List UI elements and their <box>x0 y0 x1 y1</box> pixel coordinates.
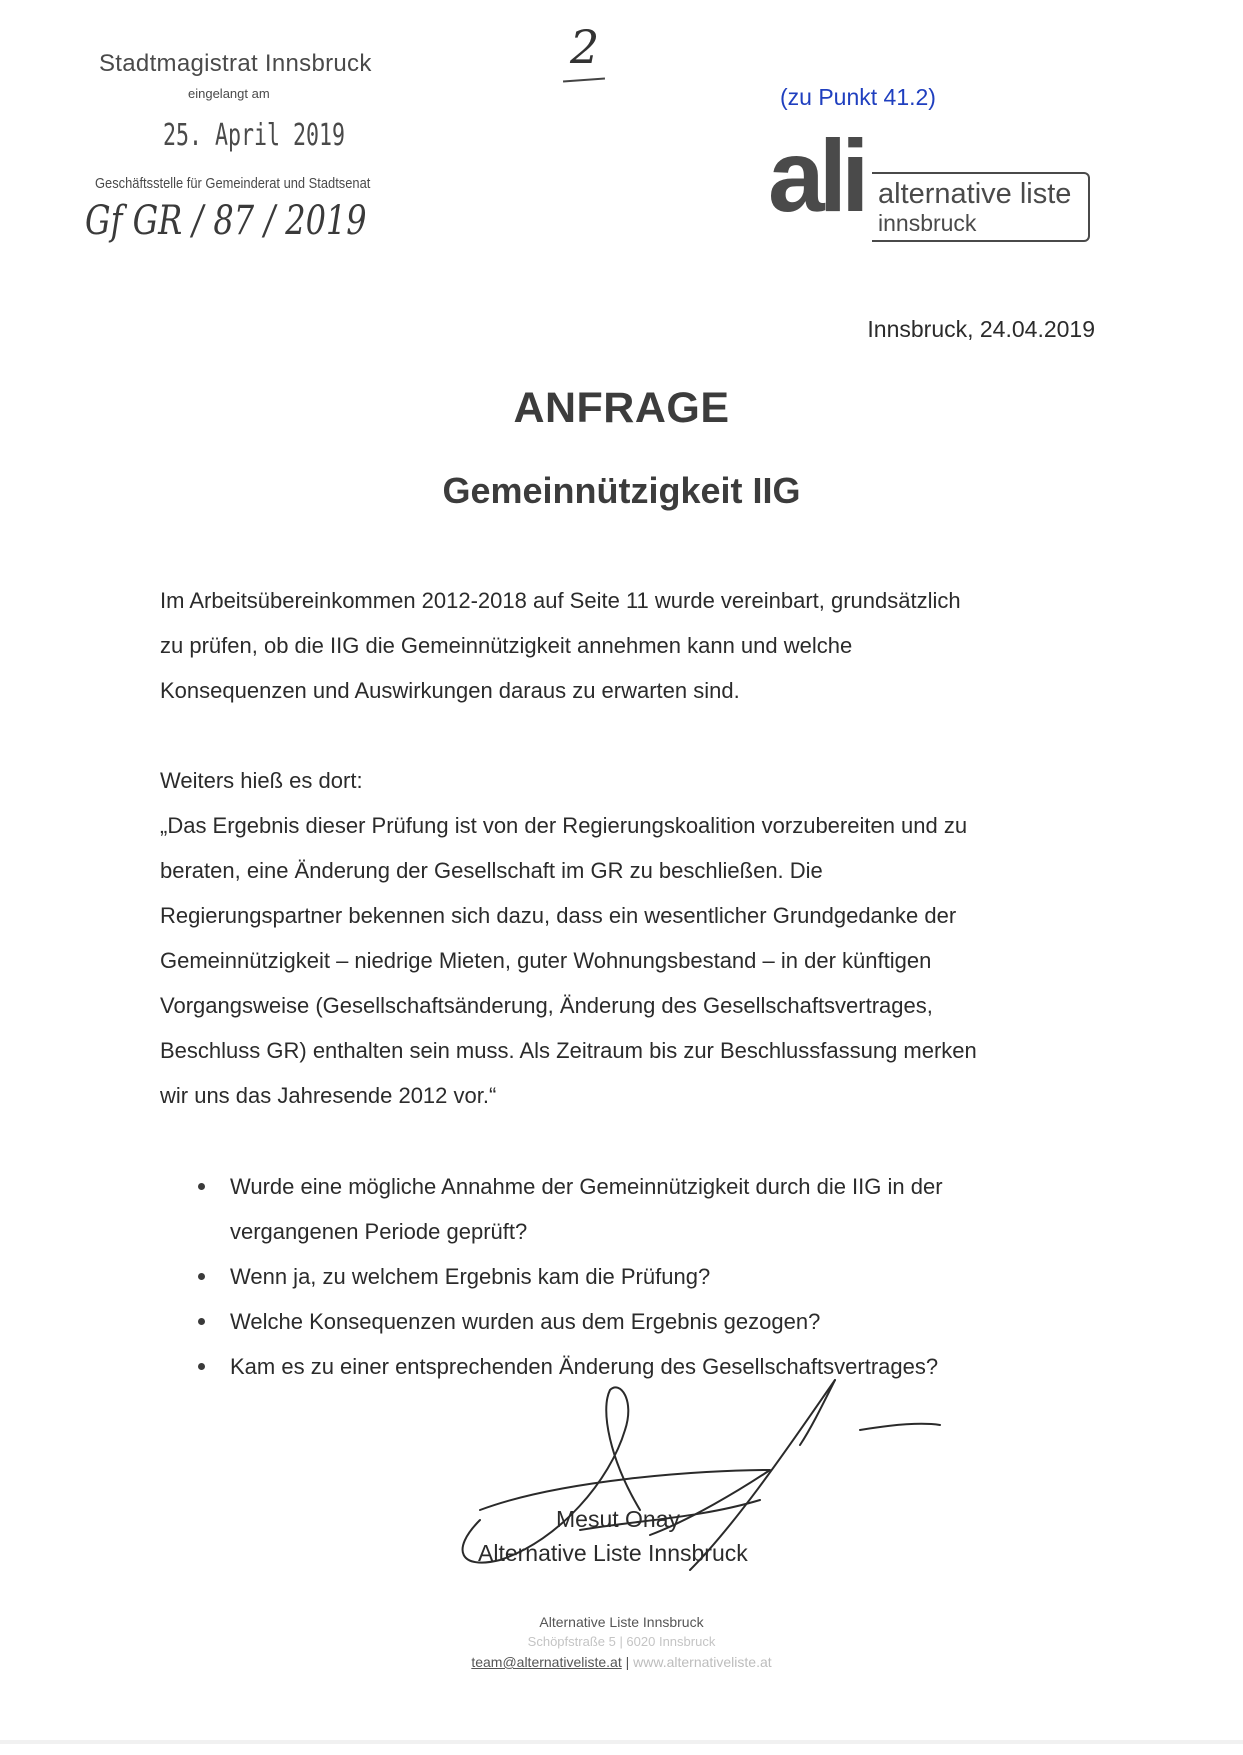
footer <box>0 1612 1243 1672</box>
paragraph-intro <box>160 578 1090 713</box>
text-line: Weiters hieß es dort: <box>160 768 363 793</box>
logo-line2: innsbruck <box>878 210 977 236</box>
handwritten-underline <box>563 78 605 83</box>
footer-email-link[interactable]: team@alternativeliste.at <box>471 1654 622 1670</box>
question-line: Wenn ja, zu welchem Ergebnis kam die Prüfung? <box>230 1264 711 1289</box>
text-line: Vorgangsweise (Gesellschaftsänderung, Änderung des Gesellschaftsvertrages, <box>160 993 933 1018</box>
stamp-date: 25. April 2019 <box>163 118 346 153</box>
agenda-reference: (zu Punkt 41.2) <box>780 84 936 110</box>
text-line: Konsequenzen und Auswirkungen daraus zu erwarten sind. <box>160 678 740 703</box>
footer-separator: | <box>621 1654 634 1670</box>
scan-edge <box>0 1740 1243 1744</box>
question-item <box>196 1164 1096 1254</box>
logo-mark: ali <box>768 119 864 233</box>
text-line: Gemeinnützigkeit – niedrige Mieten, guter Wohnungsbestand – in der künftigen <box>160 948 932 973</box>
text-line: beraten, eine Änderung der Gesellschaft im GR zu beschließen. Die <box>160 858 823 883</box>
logo-line1: alternative liste <box>878 178 1072 210</box>
stamp-department: Geschäftsstelle für Gemeinderat und Stadtsenat <box>95 175 371 192</box>
footer-organization: Alternative Liste Innsbruck <box>539 1614 704 1630</box>
place-date: Innsbruck, 24.04.2019 <box>867 316 1095 342</box>
text-line: „Das Ergebnis dieser Prüfung ist von der Regierungskoalition vorzubereiten und zu <box>160 813 968 838</box>
question-line: Wurde eine mögliche Annahme der Gemeinnützigkeit durch die IIG in der <box>230 1174 943 1199</box>
paragraph-quote <box>160 758 1090 1118</box>
question-line: Kam es zu einer entsprechenden Änderung des Gesellschaftsvertrages? <box>230 1354 939 1379</box>
text-line: Beschluss GR) enthalten sein muss. Als Zeitraum bis zur Beschlussfassung merken <box>160 1038 977 1063</box>
stamp-handwritten-reference: Gf GR / 87 / 2019 <box>85 198 367 244</box>
text-line: Im Arbeitsübereinkommen 2012-2018 auf Seite 11 wurde vereinbart, grundsätzlich <box>160 588 961 613</box>
document-title: Gemeinnützigkeit IIG <box>442 470 801 511</box>
text-line: zu prüfen, ob die IIG die Gemeinnützigkeit annehmen kann und welche <box>160 633 853 658</box>
footer-contact <box>0 1652 1243 1672</box>
question-line: Welche Konsequenzen wurden aus dem Ergebnis gezogen? <box>230 1309 821 1334</box>
question-item <box>196 1254 1096 1299</box>
questions-list <box>196 1164 1096 1389</box>
text-line: Regierungspartner bekennen sich dazu, dass ein wesentlicher Grundgedanke der <box>160 903 957 928</box>
question-item <box>196 1299 1096 1344</box>
footer-address: Schöpfstraße 5 | 6020 Innsbruck <box>527 1634 716 1649</box>
text-line: wir uns das Jahresende 2012 vor.“ <box>160 1083 497 1108</box>
document-type: ANFRAGE <box>513 384 730 432</box>
stamp-office: Stadtmagistrat Innsbruck <box>99 50 372 77</box>
signer-organization: Alternative Liste Innsbruck <box>478 1540 748 1566</box>
stamp-received-label: eingelangt am <box>188 86 270 101</box>
signature-block <box>440 1370 960 1590</box>
handwritten-page-number: 2 <box>570 20 600 74</box>
party-logo <box>768 119 1108 248</box>
signer-name: Mesut Onay <box>556 1506 680 1532</box>
question-line: vergangenen Periode geprüft? <box>230 1219 528 1244</box>
footer-website-link[interactable]: www.alternativeliste.at <box>633 1654 772 1670</box>
